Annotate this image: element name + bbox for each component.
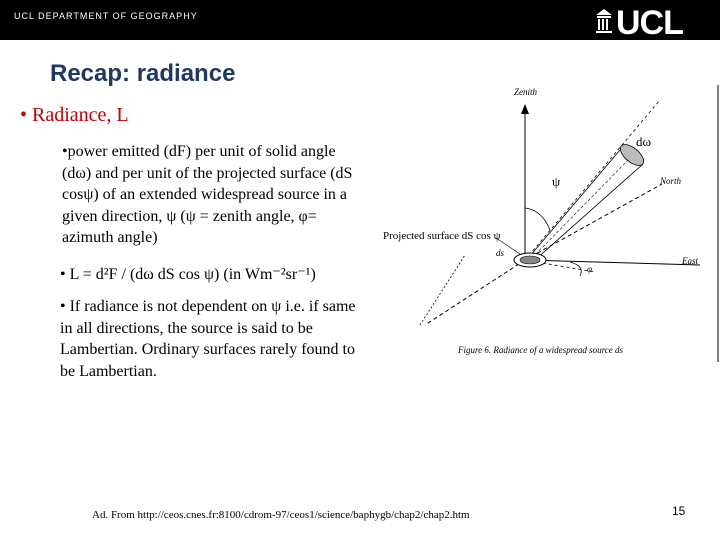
surface-element-hatch (520, 256, 540, 264)
formula-bullet: • L = d²F / (dω dS cos ψ) (in Wm⁻²sr⁻¹) (60, 266, 316, 283)
source-citation: Ad. From http://ceos.cnes.fr:8100/cdrom-97/ceos1/science/baphygb/chap2/chap2.htm (92, 509, 470, 521)
portico-icon (596, 9, 612, 33)
lambertian-bullet: • If radiance is not dependent on ψ i.e. if same in all directions, the source is said to be Lambertian. Ordinary surfaces rarely found to be Lambertian. (60, 298, 356, 380)
figure-caption: Figure 6. Radiance of a widespread source ds (458, 345, 623, 355)
diagram-drawing (370, 80, 720, 365)
main-bullet: • Radiance, L (20, 104, 129, 126)
department-name: UCL DEPARTMENT OF GEOGRAPHY (14, 11, 198, 21)
ucl-logo (590, 6, 710, 36)
north-label: North (660, 176, 682, 186)
south-dashed-axis (425, 260, 525, 325)
ds-label: ds (496, 248, 505, 258)
logo-text: UCL (616, 6, 683, 36)
zenith-arrow (521, 104, 529, 114)
cone-edge-1 (530, 150, 620, 256)
slide-title: Recap: radiance (50, 60, 236, 87)
zenith-label: Zenith (514, 87, 538, 97)
cone-edge-3 (532, 156, 632, 258)
radiance-diagram (370, 80, 720, 365)
projected-surface-label: Projected surface dS cos ψ (383, 230, 501, 242)
domega-label: dω (636, 134, 652, 149)
psi-angle-arc (525, 208, 550, 230)
psi-label: ψ (552, 174, 561, 189)
east-label: East (682, 256, 699, 266)
plane-edge-left (420, 255, 465, 325)
page-number: 15 (672, 504, 686, 518)
header-bar (0, 0, 720, 40)
phi-label: φ (587, 264, 592, 274)
diagonal-dashed-line (525, 100, 660, 260)
definition-bullet: •power emitted (dF) per unit of solid angle (dω) and per unit of the projected surface (dS cosψ) of an extended widespread source in a given direction, ψ (ψ = zenith angle, φ= azimuth angle) (62, 143, 353, 246)
